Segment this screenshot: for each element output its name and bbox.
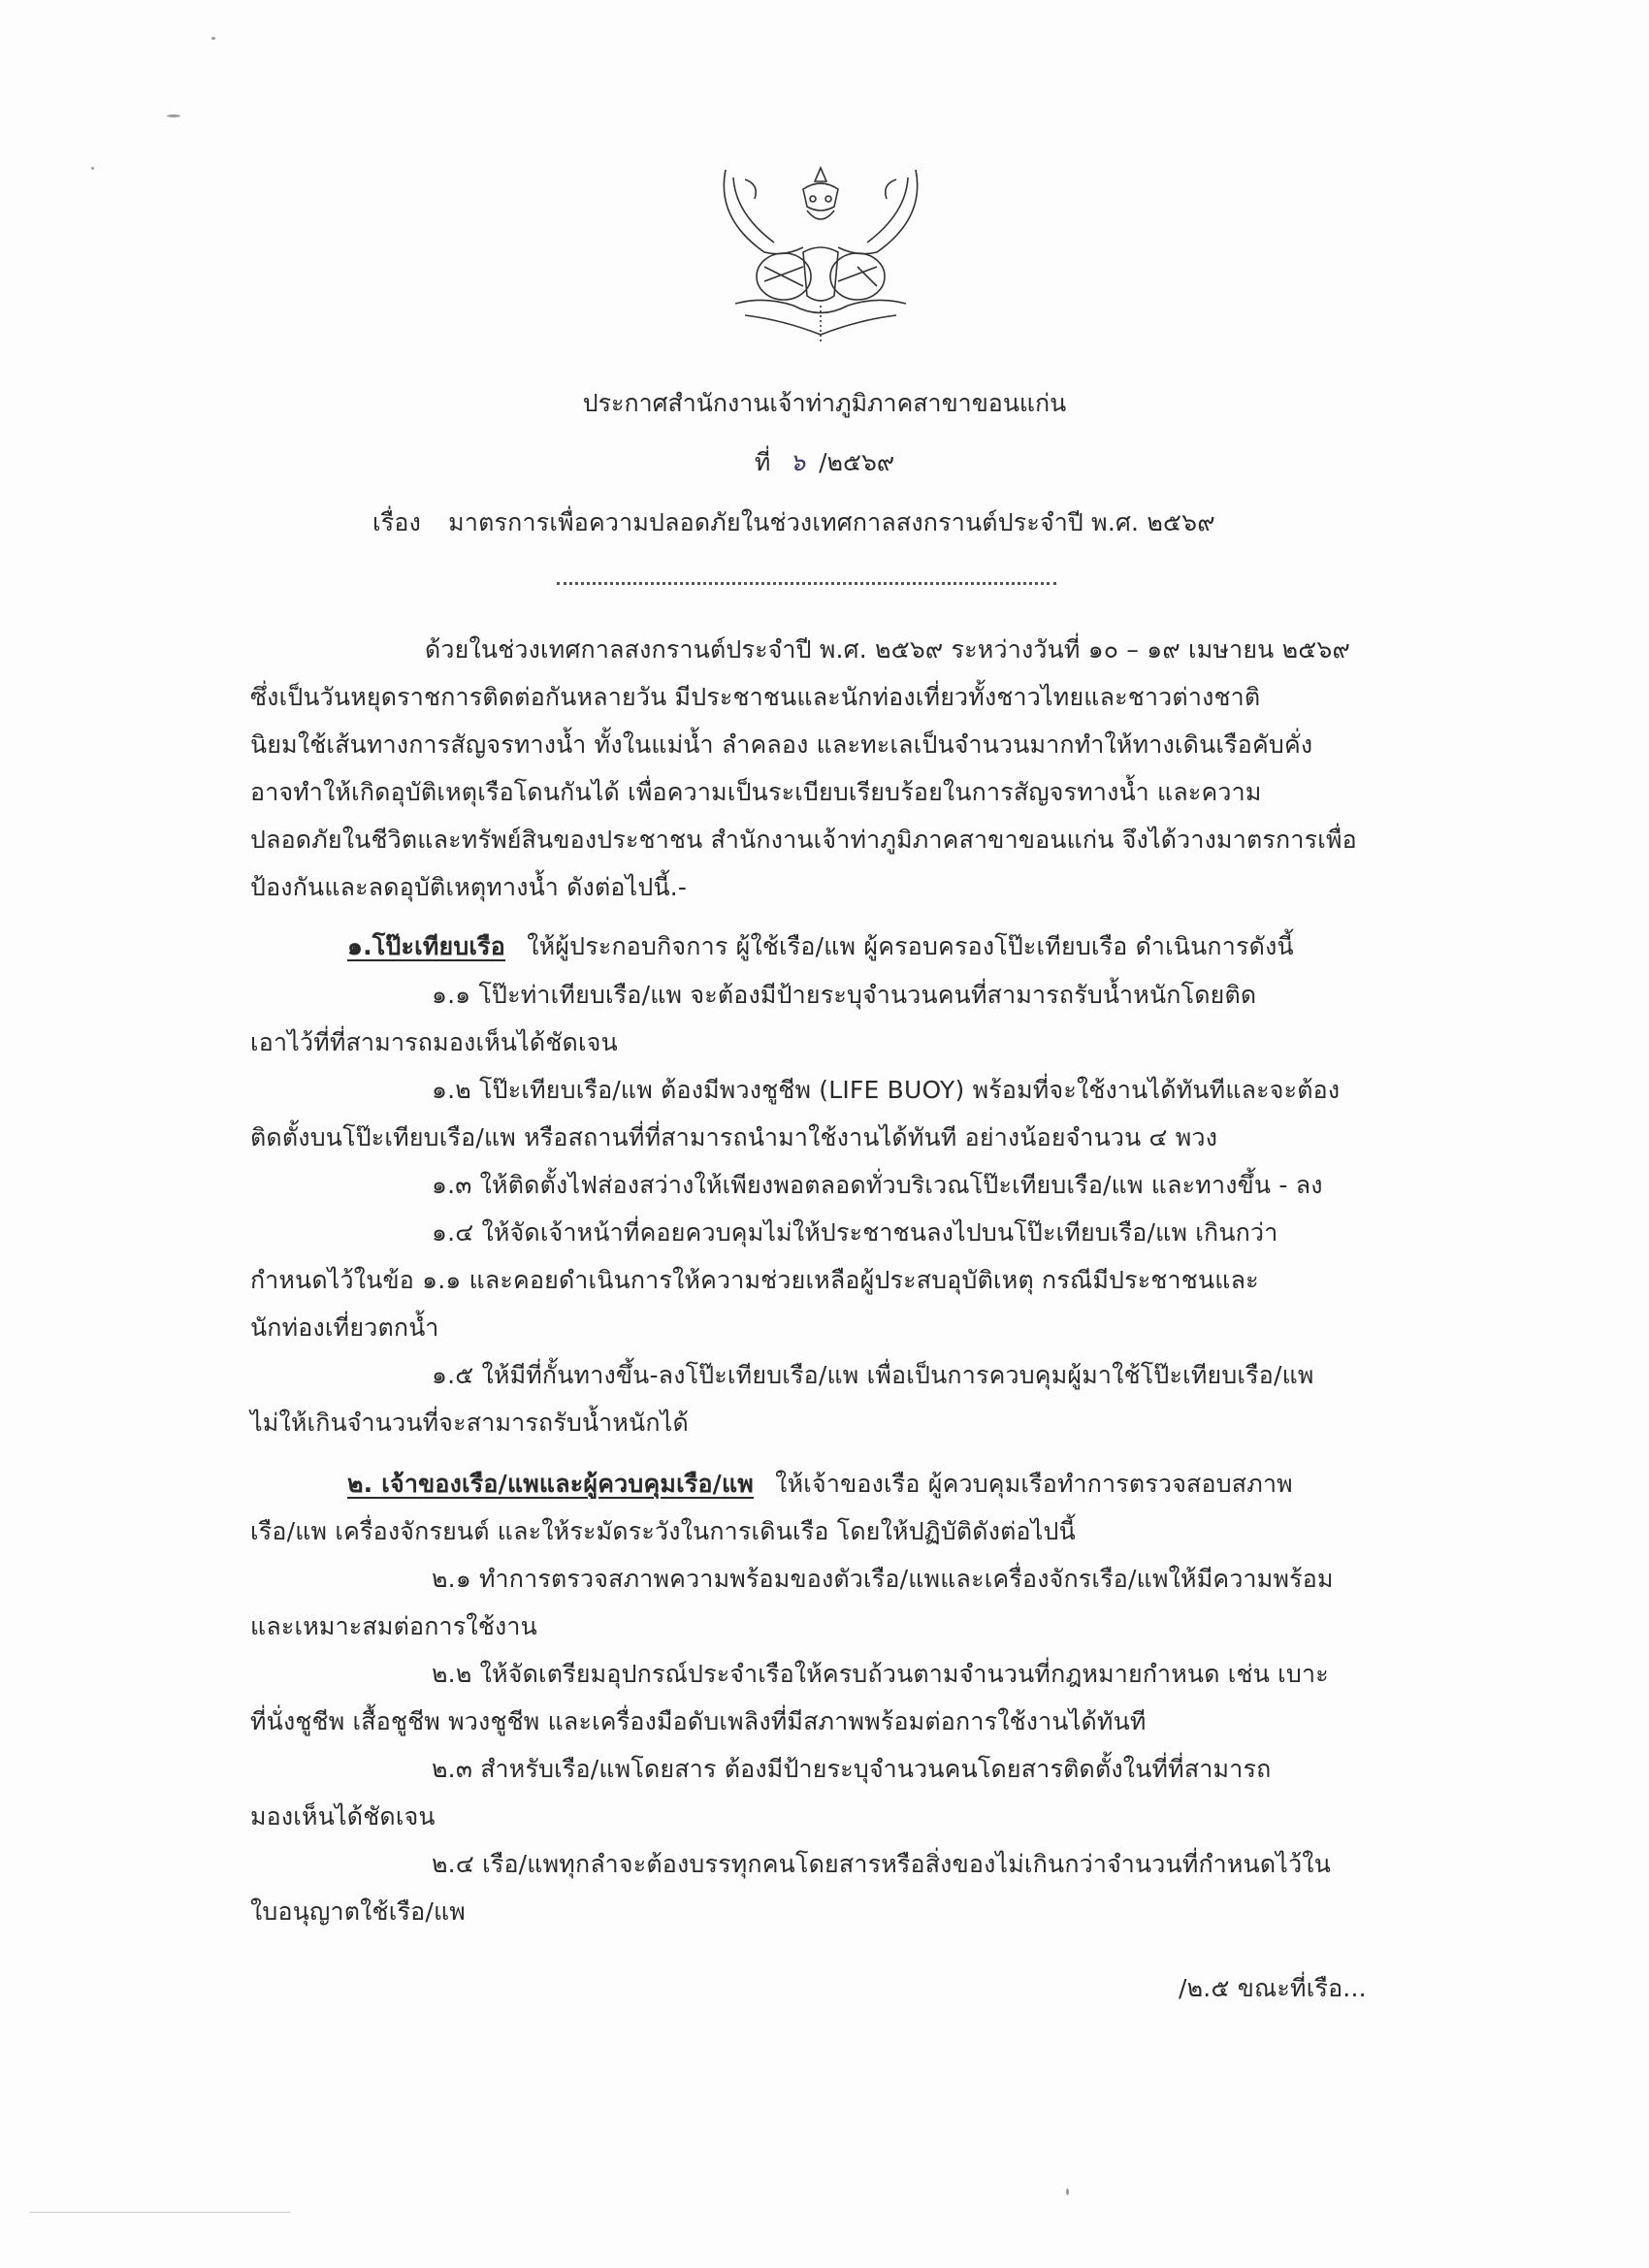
section1-title: ๑.โป๊ะเทียบเรือ [347,932,506,960]
subject-label: เรื่อง [372,508,421,536]
section2-item: มองเห็นได้ชัดเจน [250,1802,436,1831]
section1-item: ๑.๔ ให้จัดเจ้าหน้าที่คอยควบคุมไม่ให้ประชาชนลงไปบนโป๊ะเทียบเรือ/แพ เกินกว่า [432,1218,1278,1247]
section2-item: ๒.๓ สำหรับเรือ/แพโดยสาร ต้องมีป้ายระบุจำนวนคนโดยสารติดตั้งในที่ที่สามารถ [432,1755,1272,1783]
scan-speck [1066,2188,1069,2195]
intro-line: อาจทำให้เกิดอุบัติเหตุเรือโดนกันได้ เพื่อความเป็นระเบียบเรียบร้อยในการสัญจรทางน้ำ และความ [250,778,1262,806]
section1-item: ๑.๑ โป๊ะท่าเทียบเรือ/แพ จะต้องมีป้ายระบุจำนวนคนที่สามารถรับน้ำหนักโดยติด [432,981,1257,1009]
scan-speck [91,167,94,170]
section1-intro: ให้ผู้ประกอบกิจการ ผู้ใช้เรือ/แพ ผู้ครอบครองโป๊ะเทียบเรือ ดำเนินการดังนี้ [527,932,1294,960]
section2-item: เรือ/แพ เครื่องจักรยนต์ และให้ระมัดระวังในการเดินเรือ โดยให้ปฏิบัติดังต่อไปนี้ [250,1517,1076,1545]
section1-item: ไม่ให้เกินจำนวนที่จะสามารถรับน้ำหนักได้ [250,1409,689,1437]
intro-line: นิยมใช้เส้นทางการสัญจรทางน้ำ ทั้งในแม่น้ำ ลำคลอง และทะเลเป็นจำนวนมากทำให้ทางเดินเรือคับคั่ง [250,730,1313,759]
section1-item: เอาไว้ที่ที่สามารถมองเห็นได้ชัดเจน [250,1028,618,1056]
section1-item: ๑.๕ ให้มีที่กั้นทางขึ้น-ลงโป๊ะเทียบเรือ/แพ เพื่อเป็นการควบคุมผู้มาใช้โป๊ะเทียบเรือ/แพ [432,1361,1314,1389]
section2-title: ๒. เจ้าของเรือ/แพและผู้ควบคุมเรือ/แพ [347,1470,754,1498]
intro-line: ป้องกันและลดอุบัติเหตุทางน้ำ ดังต่อไปนี้.- [250,873,688,901]
section1-item: นักท่องเที่ยวตกน้ำ [250,1313,439,1342]
number-year: /๒๕๖๙ [819,448,895,476]
intro-line: ซึ่งเป็นวันหยุดราชการติดต่อกันหลายวัน มีประชาชนและนักท่องเที่ยวทั้งชาวไทยและชาวต่างชาติ [250,683,1261,711]
intro-line: ด้วยในช่วงเทศกาลสงกรานต์ประจำปี พ.ศ. ๒๕๖๙ ระหว่างวันที่ ๑๐ – ๑๙ เมษายน ๒๕๖๙ [425,635,1350,664]
section2-item: และเหมาะสมต่อการใช้งาน [250,1612,537,1640]
section2-heading [347,1465,1293,1504]
number-prefix: ที่ [754,448,771,476]
intro-line: ปลอดภัยในชีวิตและทรัพย์สินของประชาชน สำนักงานเจ้าท่าภูมิภาคสาขาขอนแก่น จึงได้วางมาตรการเพื่อ [250,826,1357,854]
scan-edge-line [29,2212,291,2213]
subject-text: มาตรการเพื่อความปลอดภัยในช่วงเทศกาลสงกรานต์ประจำปี พ.ศ. ๒๕๖๙ [448,508,1215,536]
section1-item: ๑.๒ โป๊ะเทียบเรือ/แพ ต้องมีพวงชูชีพ (LIFE BUOY) พร้อมที่จะใช้งานได้ทันทีและจะต้อง [432,1076,1341,1104]
section2-item: ที่นั่งชูชีพ เสื้อชูชีพ พวงชูชีพ และเครื่องมือดับเพลิงที่มีสภาพพร้อมต่อการใช้งานได้ทันที [250,1707,1147,1735]
scan-speck [211,37,215,40]
garuda-emblem-icon [706,160,935,344]
page-continuation: /๒.๕ ขณะที่เรือ... [1179,1974,1367,2002]
section1-heading [347,927,1294,966]
section2-item: ๒.๑ ทำการตรวจสภาพความพร้อมของตัวเรือ/แพและเครื่องจักรเรือ/แพให้มีความพร้อม [432,1565,1334,1593]
section2-item: ใบอนุญาตใช้เรือ/แพ [250,1897,466,1926]
section2-item: ๒.๔ เรือ/แพทุกลำจะต้องบรรทุกคนโดยสารหรือสิ่งของไม่เกินกว่าจำนวนที่กำหนดไว้ใน [432,1850,1332,1878]
section2-item: ๒.๒ ให้จัดเตรียมอุปกรณ์ประจำเรือให้ครบถ้วนตามจำนวนที่กฎหมายกำหนด เช่น เบาะ [432,1660,1329,1688]
section1-item: กำหนดไว้ในข้อ ๑.๑ และคอยดำเนินการให้ความช่วยเหลือผู้ประสบอุบัติเหตุ กรณีมีประชาชนและ [250,1266,1259,1294]
section2-intro: ให้เจ้าของเรือ ผู้ควบคุมเรือทำการตรวจสอบสภาพ [775,1470,1293,1498]
subject-line [372,503,1215,542]
section1-item: ติดตั้งบนโป๊ะเทียบเรือ/แพ หรือสถานที่ที่สามารถนำมาใช้งานได้ทันที อย่างน้อยจำนวน ๔ พวง [250,1123,1218,1151]
section1-item: ๑.๓ ให้ติดตั้งไฟส่องสว่างให้เพียงพอตลอดทั่วบริเวณโป๊ะเทียบเรือ/แพ และทางขึ้น - ลง [432,1171,1323,1199]
scan-speck [167,114,180,117]
number-handwritten: ๖ [790,448,806,476]
separator-dots [557,582,1056,585]
announcement-title: ประกาศสำนักงานเจ้าท่าภูมิภาคสาขาขอนแก่น [582,389,1067,417]
announcement-number [0,443,1649,482]
